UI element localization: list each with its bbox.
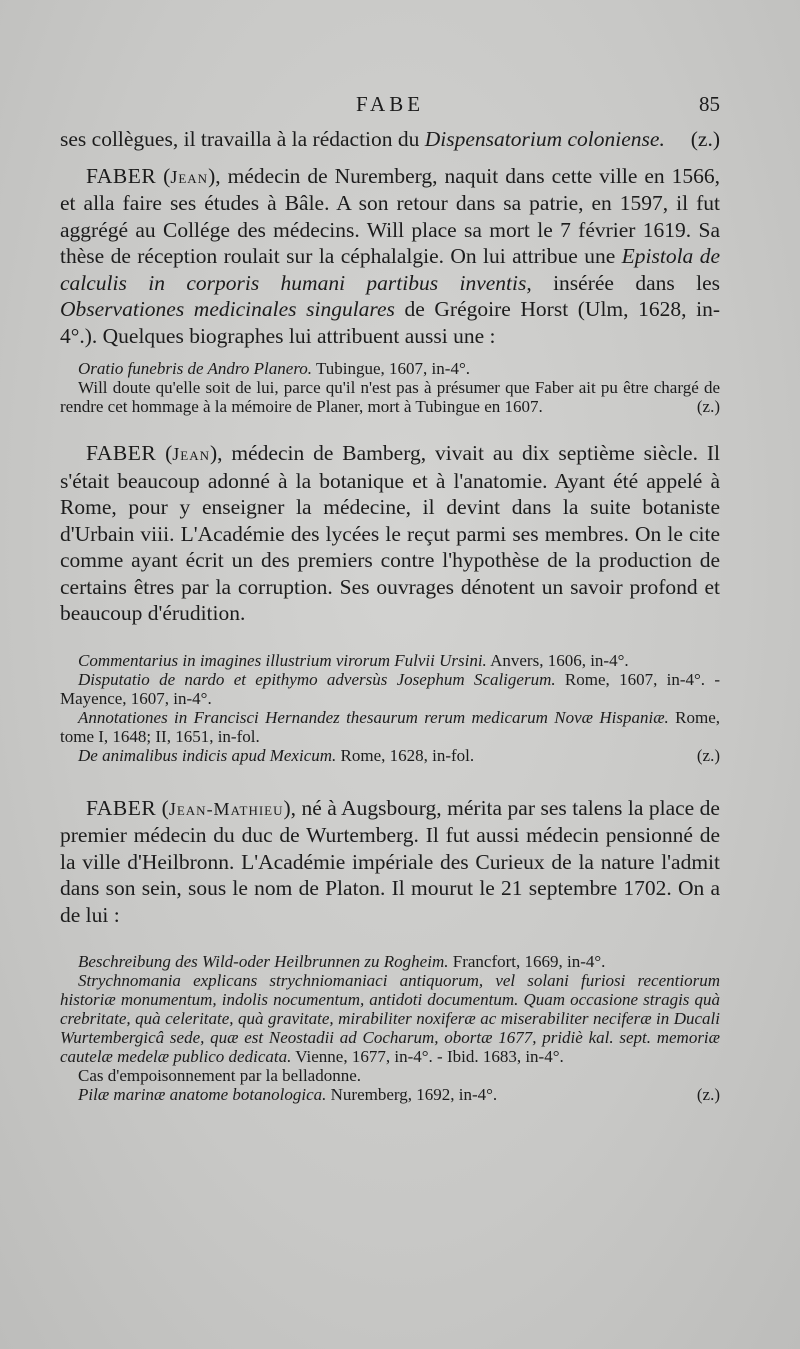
entry-given-name: Jean [170, 166, 209, 187]
entry-text: , insérée dans les [526, 270, 720, 295]
entry-text: de Grégoire Horst (Ulm, 1628, in-4°.). Quelques biographes lui attribuent aussi une : [60, 297, 720, 348]
signature: (z.) [696, 745, 720, 765]
entry-text: médecin de Bamberg, vivait au dix septième siècle. Il s'était beaucoup adonné à la botanique et à l'anatomie. Ayant été appelé à Rome, pour y enseigner la médecine, il devint dans la suite botaniste d'Urbain viii. L'Académie des lycées le reçut parmi ses membres. On le cite comme ayant écrit un des premiers contre l'hypothèse de la production de certains êtres par la corruption. Ses ouvrages dénotent un savoir profond et beaucoup d'érudition. [60, 441, 720, 625]
works-list [60, 651, 720, 765]
work-title: Beschreibung des Wild-oder Heilbrunnen zu Rogheim. [78, 952, 449, 971]
entry-faber-jean-nuremberg: FABER (Jean), médecin de Nuremberg, naquit dans cette ville en 1566, et alla faire ses études à Bâle. A son retour dans sa patrie, en 1597, il fut aggrégé au Collége des médecins. Will place sa mort le 7 février 1619. Sa thèse de réception roulait sur la céphalalgie. On lui attribue une Epistola de calculis in corporis humani partibus inventis, insérée dans les Observationes medicinales singulares de Grégoire Horst (Ulm, 1628, in-4°.). Quelques biographes lui attribuent aussi une : [60, 163, 720, 348]
page-body [60, 126, 720, 1104]
entry-faber-jean-mathieu: FABER (Jean-Mathieu), né à Augsbourg, mérita par ses talens la place de premier médecin du duc de Wurtemberg. Il fut aussi médecin pensionné de la ville d'Heilbronn. L'Académie impériale des Curieux de la nature l'admit dans son sein, sous le nom de Platon. Il mourut le 21 septembre 1702. On a de lui : [60, 795, 720, 927]
signature: (z.) [696, 397, 720, 416]
work-title: De animalibus indicis apud Mexicum. [78, 745, 337, 765]
work-title: Disputatio de nardo et epithymo adversùs Josephum Scaligerum. [78, 669, 556, 689]
work-item [60, 971, 720, 1066]
work-item [60, 670, 720, 708]
work-details: Rome, 1628, in-fol. [336, 745, 475, 765]
work-title: Strychnomania explicans strychniomaniaci antiquorum, vel solani furiosi recentiorum historiæ monumentum, indolis nocumentum, antidoti documentum. Quam occasione stragis quà crebritate, quà celeritate, quà gravitate, mirabiliter noxiferæ ac miserabiliter neciferæ in Ducali Wurtembergicâ sede, quæ est Neostadii ad Cocharum, obortæ 1677, pridiè kal. sept. memoriæ cautelæ medelæ publico dedicata. [60, 971, 720, 1066]
works-list [60, 952, 720, 1104]
work-item [60, 1085, 720, 1104]
work-details: Rome, tome I, 1648; II, 1651, in-fol. [60, 707, 720, 746]
entry-name: FABER [86, 441, 157, 465]
work-details: Nuremberg, 1692, in-4°. [326, 1085, 498, 1104]
entry-faber-jean-bamberg: FABER (Jean), médecin de Bamberg, vivait au dix septième siècle. Il s'était beaucoup adonné à la botanique et à l'anatomie. Ayant été appelé à Rome, pour y enseigner la médecine, il devint dans la suite botaniste d'Urbain viii. L'Académie des lycées le reçut parmi ses membres. On le cite comme ayant écrit un des premiers contre l'hypothèse de la production de certains êtres par la corruption. Ses ouvrages dénotent un savoir profond et beaucoup d'érudition. [60, 441, 720, 625]
signature: (z.) [690, 127, 720, 151]
work-item [60, 952, 720, 971]
work-details: Rome, 1607, in-4°. - Mayence, 1607, in-4°. [60, 669, 721, 708]
intro-work-title: Dispensatorium coloniense. [424, 127, 665, 151]
work-title: Commentarius in imagines illustrium virorum Fulvii Ursini. [78, 650, 487, 670]
page-number: 85 [699, 92, 720, 116]
entry-text: médecin de Nuremberg, naquit dans cette ville en 1566, et alla faire ses études à Bâle. A son retour dans sa patrie, en 1597, il fut aggrégé au Collége des médecins. Will place sa mort le 7 février 1619. Sa thèse de réception roulait sur la céphalalgie. On lui attribue une [60, 163, 720, 268]
work-details: Tubingue, 1607, in-4°. [312, 359, 470, 378]
work-details: Vienne, 1677, in-4°. - Ibid. 1683, in-4°. [291, 1047, 564, 1066]
work-item [60, 708, 720, 746]
work-details: Cas d'empoisonnement par la belladonne. [78, 1066, 362, 1085]
entry-name: FABER [86, 795, 157, 820]
note-text: Will doute qu'elle soit de lui, parce qu'il n'est pas à présumer que Faber ait pu être chargé de rendre cet hommage à la mémoire de Planer, mort à Tubingue en 1607. [60, 378, 720, 416]
entry-given-name: Jean-Mathieu [168, 798, 284, 819]
signature: (z.) [696, 1085, 720, 1104]
work-item [60, 359, 720, 378]
work-title: Observationes medicinales singulares [60, 297, 395, 321]
entry-name: FABER [86, 163, 157, 188]
work-title: Epistola de calculis in corporis humani partibus inventis [60, 244, 720, 295]
entry-text: né à Augsbourg, mérita par ses talens la place de premier médecin du duc de Wurtemberg. Il fut aussi médecin pensionné de la ville d'Heilbronn. L'Académie impériale des Curieux de la nature l'admit dans son sein, sous le nom de Platon. Il mourut le 21 septembre 1702. On a de lui : [60, 795, 720, 927]
work-title: Annotationes in Francisci Hernandez thesaurum rerum medicarum Novæ Hispaniæ. [78, 707, 669, 727]
entry-given-name: Jean [172, 444, 210, 464]
running-title: FABE [355, 92, 425, 116]
intro-paragraph [60, 126, 720, 153]
work-details: Francfort, 1669, in-4°. [448, 952, 606, 971]
intro-text: ses collègues, il travailla à la rédaction du [60, 127, 425, 151]
work-item [60, 746, 720, 765]
work-details: Anvers, 1606, in-4°. [486, 650, 629, 670]
footnote [60, 378, 720, 416]
page-header [60, 92, 720, 122]
work-item [60, 1066, 720, 1085]
work-item [60, 651, 720, 670]
works-list [60, 359, 720, 378]
work-title: Pilæ marinæ anatome botanologica. [78, 1085, 327, 1104]
work-title: Oratio funebris de Andro Planero. [78, 359, 313, 378]
